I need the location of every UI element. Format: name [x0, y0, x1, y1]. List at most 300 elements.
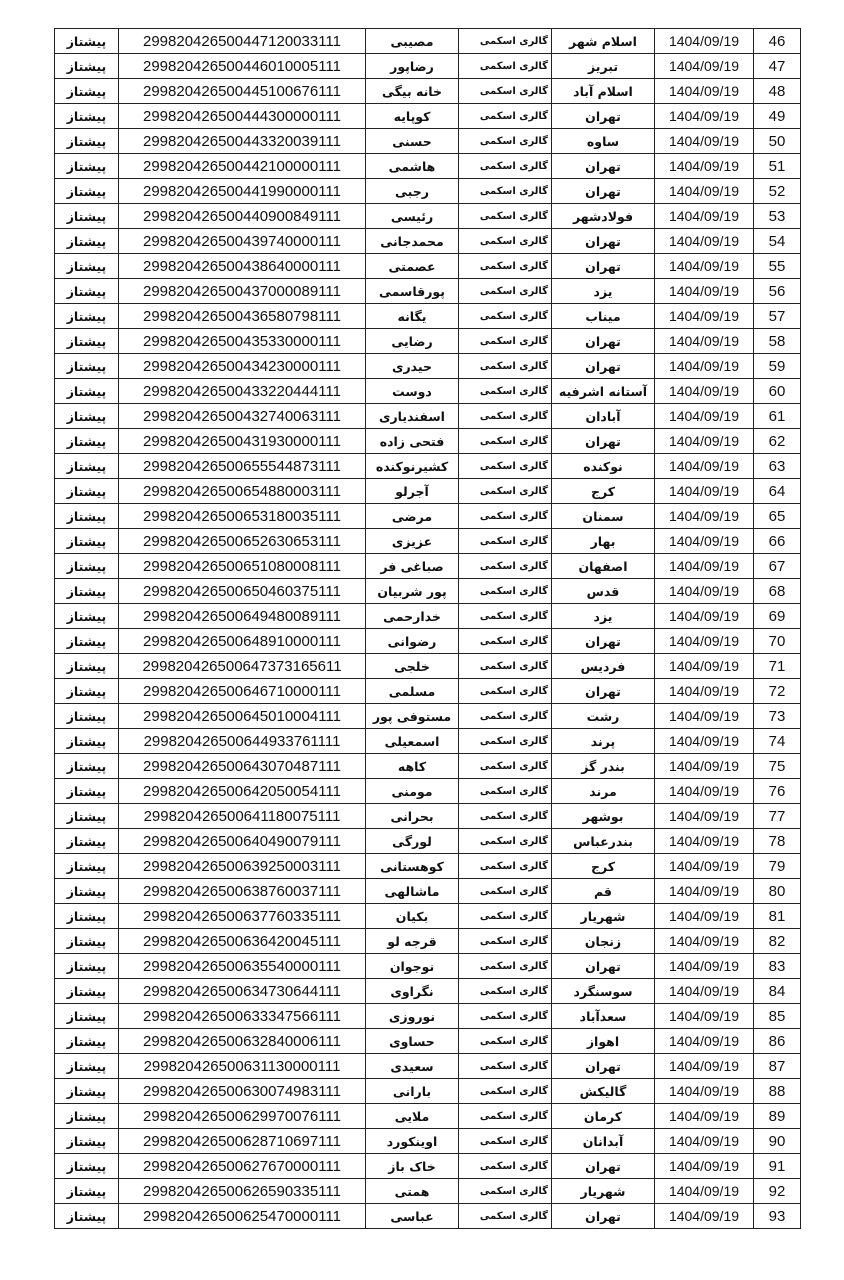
date-cell: 1404/09/19 — [655, 604, 754, 629]
row-number-cell: 73 — [754, 704, 801, 729]
shipping-type-cell: پیشتاز — [55, 454, 119, 479]
city-cell: تهران — [552, 179, 655, 204]
tracking-number-cell: 299820426500648910000111 — [119, 629, 366, 654]
shipping-type-cell: پیشتاز — [55, 579, 119, 604]
row-number-cell: 67 — [754, 554, 801, 579]
shipping-type-cell: پیشتاز — [55, 1029, 119, 1054]
row-number-cell: 71 — [754, 654, 801, 679]
shipping-type-cell: پیشتاز — [55, 329, 119, 354]
city-cell: یزد — [552, 604, 655, 629]
city-cell: تهران — [552, 429, 655, 454]
tracking-number-cell: 299820426500442100000111 — [119, 154, 366, 179]
table-row — [55, 929, 801, 954]
city-cell: بندر گز — [552, 754, 655, 779]
date-cell: 1404/09/19 — [655, 729, 754, 754]
recipient-name-cell: سعیدی — [366, 1054, 459, 1079]
city-cell: آستانه اشرفیه — [552, 379, 655, 404]
tracking-number-cell: 299820426500633347566111 — [119, 1004, 366, 1029]
sender-cell: گالری اسکمی — [459, 1129, 552, 1154]
shipping-type-cell: پیشتاز — [55, 154, 119, 179]
recipient-name-cell: مستوفی پور — [366, 704, 459, 729]
tracking-number-cell: 299820426500636420045111 — [119, 929, 366, 954]
shipping-type-cell: پیشتاز — [55, 829, 119, 854]
city-cell: سعدآباد — [552, 1004, 655, 1029]
row-number-cell: 60 — [754, 379, 801, 404]
shipping-type-cell: پیشتاز — [55, 1054, 119, 1079]
city-cell: سمنان — [552, 504, 655, 529]
table-row — [55, 754, 801, 779]
sender-cell: گالری اسکمی — [459, 1079, 552, 1104]
shipping-type-cell: پیشتاز — [55, 554, 119, 579]
table-row — [55, 329, 801, 354]
city-cell: پرند — [552, 729, 655, 754]
sender-cell: گالری اسکمی — [459, 879, 552, 904]
date-cell: 1404/09/19 — [655, 854, 754, 879]
city-cell: کرمان — [552, 1104, 655, 1129]
shipping-type-cell: پیشتاز — [55, 804, 119, 829]
tracking-number-cell: 299820426500649480089111 — [119, 604, 366, 629]
table-row — [55, 1204, 801, 1229]
date-cell: 1404/09/19 — [655, 779, 754, 804]
table-row — [55, 729, 801, 754]
sender-cell: گالری اسکمی — [459, 1054, 552, 1079]
recipient-name-cell: نگراوی — [366, 979, 459, 1004]
shipping-type-cell: پیشتاز — [55, 629, 119, 654]
recipient-name-cell: پورقاسمی — [366, 279, 459, 304]
row-number-cell: 66 — [754, 529, 801, 554]
recipient-name-cell: مرضی — [366, 504, 459, 529]
tracking-number-cell: 299820426500655544873111 — [119, 454, 366, 479]
city-cell: گالیکش — [552, 1079, 655, 1104]
table-row — [55, 54, 801, 79]
date-cell: 1404/09/19 — [655, 254, 754, 279]
sender-cell: گالری اسکمی — [459, 554, 552, 579]
shipping-type-cell: پیشتاز — [55, 1129, 119, 1154]
row-number-cell: 64 — [754, 479, 801, 504]
tracking-number-cell: 299820426500635540000111 — [119, 954, 366, 979]
sender-cell: گالری اسکمی — [459, 404, 552, 429]
city-cell: اسلام شهر — [552, 29, 655, 54]
date-cell: 1404/09/19 — [655, 879, 754, 904]
date-cell: 1404/09/19 — [655, 954, 754, 979]
city-cell: تهران — [552, 954, 655, 979]
recipient-name-cell: کشیرنوکنده — [366, 454, 459, 479]
date-cell: 1404/09/19 — [655, 679, 754, 704]
recipient-name-cell: حیدری — [366, 354, 459, 379]
date-cell: 1404/09/19 — [655, 179, 754, 204]
shipping-type-cell: پیشتاز — [55, 754, 119, 779]
sender-cell: گالری اسکمی — [459, 604, 552, 629]
city-cell: نوکنده — [552, 454, 655, 479]
shipping-type-cell: پیشتاز — [55, 1179, 119, 1204]
recipient-name-cell: همتی — [366, 1179, 459, 1204]
city-cell: تبریز — [552, 54, 655, 79]
shipping-type-cell: پیشتاز — [55, 979, 119, 1004]
recipient-name-cell: حسنی — [366, 129, 459, 154]
tracking-number-cell: 299820426500432740063111 — [119, 404, 366, 429]
recipient-name-cell: مومنی — [366, 779, 459, 804]
date-cell: 1404/09/19 — [655, 454, 754, 479]
table-row — [55, 554, 801, 579]
recipient-name-cell: مصیبی — [366, 29, 459, 54]
row-number-cell: 89 — [754, 1104, 801, 1129]
tracking-number-cell: 299820426500445100676111 — [119, 79, 366, 104]
city-cell: بندرعباس — [552, 829, 655, 854]
table-row — [55, 479, 801, 504]
date-cell: 1404/09/19 — [655, 429, 754, 454]
sender-cell: گالری اسکمی — [459, 454, 552, 479]
table-row — [55, 279, 801, 304]
sender-cell: گالری اسکمی — [459, 154, 552, 179]
date-cell: 1404/09/19 — [655, 929, 754, 954]
tracking-number-cell: 299820426500434230000111 — [119, 354, 366, 379]
city-cell: تهران — [552, 1154, 655, 1179]
date-cell: 1404/09/19 — [655, 129, 754, 154]
date-cell: 1404/09/19 — [655, 629, 754, 654]
recipient-name-cell: خلجی — [366, 654, 459, 679]
date-cell: 1404/09/19 — [655, 654, 754, 679]
row-number-cell: 87 — [754, 1054, 801, 1079]
shipping-type-cell: پیشتاز — [55, 79, 119, 104]
recipient-name-cell: خدارحمی — [366, 604, 459, 629]
shipping-type-cell: پیشتاز — [55, 929, 119, 954]
table-row — [55, 404, 801, 429]
sender-cell: گالری اسکمی — [459, 179, 552, 204]
shipment-table — [54, 28, 801, 1229]
row-number-cell: 53 — [754, 204, 801, 229]
shipping-type-cell: پیشتاز — [55, 954, 119, 979]
tracking-number-cell: 299820426500446010005111 — [119, 54, 366, 79]
date-cell: 1404/09/19 — [655, 329, 754, 354]
shipping-type-cell: پیشتاز — [55, 404, 119, 429]
sender-cell: گالری اسکمی — [459, 279, 552, 304]
sender-cell: گالری اسکمی — [459, 679, 552, 704]
sender-cell: گالری اسکمی — [459, 929, 552, 954]
tracking-number-cell: 299820426500642050054111 — [119, 779, 366, 804]
tracking-number-cell: 299820426500627670000111 — [119, 1154, 366, 1179]
table-row — [55, 704, 801, 729]
sender-cell: گالری اسکمی — [459, 1204, 552, 1229]
table-row — [55, 204, 801, 229]
city-cell: فولادشهر — [552, 204, 655, 229]
row-number-cell: 69 — [754, 604, 801, 629]
tracking-number-cell: 299820426500637760335111 — [119, 904, 366, 929]
city-cell: زنجان — [552, 929, 655, 954]
city-cell: فردیس — [552, 654, 655, 679]
date-cell: 1404/09/19 — [655, 79, 754, 104]
date-cell: 1404/09/19 — [655, 829, 754, 854]
row-number-cell: 78 — [754, 829, 801, 854]
tracking-number-cell: 299820426500634730644111 — [119, 979, 366, 1004]
tracking-number-cell: 299820426500631130000111 — [119, 1054, 366, 1079]
table-row — [55, 679, 801, 704]
sender-cell: گالری اسکمی — [459, 504, 552, 529]
city-cell: کرج — [552, 854, 655, 879]
row-number-cell: 82 — [754, 929, 801, 954]
sender-cell: گالری اسکمی — [459, 354, 552, 379]
recipient-name-cell: هاشمی — [366, 154, 459, 179]
date-cell: 1404/09/19 — [655, 279, 754, 304]
date-cell: 1404/09/19 — [655, 1204, 754, 1229]
tracking-number-cell: 299820426500632840006111 — [119, 1029, 366, 1054]
recipient-name-cell: لورگی — [366, 829, 459, 854]
city-cell: یزد — [552, 279, 655, 304]
tracking-number-cell: 299820426500436580798111 — [119, 304, 366, 329]
sender-cell: گالری اسکمی — [459, 829, 552, 854]
sender-cell: گالری اسکمی — [459, 1029, 552, 1054]
shipping-type-cell: پیشتاز — [55, 279, 119, 304]
tracking-number-cell: 299820426500641180075111 — [119, 804, 366, 829]
sender-cell: گالری اسکمی — [459, 104, 552, 129]
tracking-number-cell: 299820426500431930000111 — [119, 429, 366, 454]
tracking-number-cell: 299820426500653180035111 — [119, 504, 366, 529]
shipping-type-cell: پیشتاز — [55, 879, 119, 904]
recipient-name-cell: خاک باز — [366, 1154, 459, 1179]
city-cell: تهران — [552, 229, 655, 254]
sender-cell: گالری اسکمی — [459, 79, 552, 104]
shipping-type-cell: پیشتاز — [55, 1079, 119, 1104]
sender-cell: گالری اسکمی — [459, 854, 552, 879]
tracking-number-cell: 299820426500447120033111 — [119, 29, 366, 54]
table-row — [55, 979, 801, 1004]
shipping-type-cell: پیشتاز — [55, 779, 119, 804]
date-cell: 1404/09/19 — [655, 104, 754, 129]
tracking-number-cell: 299820426500438640000111 — [119, 254, 366, 279]
recipient-name-cell: اسمعیلی — [366, 729, 459, 754]
date-cell: 1404/09/19 — [655, 354, 754, 379]
sender-cell: گالری اسکمی — [459, 954, 552, 979]
shipping-type-cell: پیشتاز — [55, 679, 119, 704]
shipment-table-body — [55, 29, 801, 1229]
table-row — [55, 1154, 801, 1179]
recipient-name-cell: یگانه — [366, 304, 459, 329]
city-cell: اصفهان — [552, 554, 655, 579]
tracking-number-cell: 299820426500645010004111 — [119, 704, 366, 729]
row-number-cell: 54 — [754, 229, 801, 254]
date-cell: 1404/09/19 — [655, 154, 754, 179]
city-cell: شهریار — [552, 904, 655, 929]
shipping-type-cell: پیشتاز — [55, 604, 119, 629]
tracking-number-cell: 299820426500437000089111 — [119, 279, 366, 304]
row-number-cell: 91 — [754, 1154, 801, 1179]
table-row — [55, 904, 801, 929]
tracking-number-cell: 299820426500625470000111 — [119, 1204, 366, 1229]
tracking-number-cell: 299820426500654880003111 — [119, 479, 366, 504]
recipient-name-cell: فتحی زاده — [366, 429, 459, 454]
recipient-name-cell: صباغی فر — [366, 554, 459, 579]
recipient-name-cell: مسلمی — [366, 679, 459, 704]
date-cell: 1404/09/19 — [655, 29, 754, 54]
row-number-cell: 81 — [754, 904, 801, 929]
tracking-number-cell: 299820426500650460375111 — [119, 579, 366, 604]
shipping-type-cell: پیشتاز — [55, 429, 119, 454]
date-cell: 1404/09/19 — [655, 379, 754, 404]
table-row — [55, 229, 801, 254]
date-cell: 1404/09/19 — [655, 204, 754, 229]
shipping-type-cell: پیشتاز — [55, 29, 119, 54]
sender-cell: گالری اسکمی — [459, 904, 552, 929]
row-number-cell: 49 — [754, 104, 801, 129]
shipping-type-cell: پیشتاز — [55, 529, 119, 554]
row-number-cell: 65 — [754, 504, 801, 529]
city-cell: تهران — [552, 104, 655, 129]
recipient-name-cell: کاهه — [366, 754, 459, 779]
date-cell: 1404/09/19 — [655, 1029, 754, 1054]
recipient-name-cell: رئیسی — [366, 204, 459, 229]
table-row — [55, 129, 801, 154]
row-number-cell: 62 — [754, 429, 801, 454]
table-row — [55, 254, 801, 279]
shipping-type-cell: پیشتاز — [55, 704, 119, 729]
table-row — [55, 1004, 801, 1029]
recipient-name-cell: عزیزی — [366, 529, 459, 554]
sender-cell: گالری اسکمی — [459, 29, 552, 54]
recipient-name-cell: دوست — [366, 379, 459, 404]
row-number-cell: 80 — [754, 879, 801, 904]
recipient-name-cell: رضایی — [366, 329, 459, 354]
table-row — [55, 1079, 801, 1104]
row-number-cell: 86 — [754, 1029, 801, 1054]
sender-cell: گالری اسکمی — [459, 304, 552, 329]
sender-cell: گالری اسکمی — [459, 979, 552, 1004]
shipping-type-cell: پیشتاز — [55, 229, 119, 254]
recipient-name-cell: قرجه لو — [366, 929, 459, 954]
row-number-cell: 85 — [754, 1004, 801, 1029]
recipient-name-cell: حساوی — [366, 1029, 459, 1054]
row-number-cell: 72 — [754, 679, 801, 704]
table-row — [55, 1104, 801, 1129]
shipping-type-cell: پیشتاز — [55, 129, 119, 154]
recipient-name-cell: ملایی — [366, 1104, 459, 1129]
recipient-name-cell: بارانی — [366, 1079, 459, 1104]
row-number-cell: 46 — [754, 29, 801, 54]
tracking-number-cell: 299820426500647373165611 — [119, 654, 366, 679]
row-number-cell: 88 — [754, 1079, 801, 1104]
sender-cell: گالری اسکمی — [459, 254, 552, 279]
recipient-name-cell: کوهستانی — [366, 854, 459, 879]
city-cell: بهار — [552, 529, 655, 554]
city-cell: تهران — [552, 354, 655, 379]
sender-cell: گالری اسکمی — [459, 1179, 552, 1204]
recipient-name-cell: عصمتی — [366, 254, 459, 279]
table-row — [55, 1029, 801, 1054]
city-cell: اهواز — [552, 1029, 655, 1054]
row-number-cell: 55 — [754, 254, 801, 279]
city-cell: تهران — [552, 1204, 655, 1229]
table-row — [55, 104, 801, 129]
city-cell: سوسنگرد — [552, 979, 655, 1004]
table-row — [55, 829, 801, 854]
table-row — [55, 954, 801, 979]
shipping-type-cell: پیشتاز — [55, 904, 119, 929]
table-row — [55, 579, 801, 604]
tracking-number-cell: 299820426500626590335111 — [119, 1179, 366, 1204]
table-row — [55, 804, 801, 829]
date-cell: 1404/09/19 — [655, 304, 754, 329]
date-cell: 1404/09/19 — [655, 554, 754, 579]
tracking-number-cell: 299820426500652630653111 — [119, 529, 366, 554]
sender-cell: گالری اسکمی — [459, 579, 552, 604]
tracking-number-cell: 299820426500444300000111 — [119, 104, 366, 129]
tracking-number-cell: 299820426500628710697111 — [119, 1129, 366, 1154]
city-cell: تهران — [552, 154, 655, 179]
table-row — [55, 604, 801, 629]
date-cell: 1404/09/19 — [655, 1129, 754, 1154]
row-number-cell: 70 — [754, 629, 801, 654]
city-cell: قدس — [552, 579, 655, 604]
recipient-name-cell: اوینکورد — [366, 1129, 459, 1154]
sender-cell: گالری اسکمی — [459, 1104, 552, 1129]
table-row — [55, 379, 801, 404]
row-number-cell: 77 — [754, 804, 801, 829]
sender-cell: گالری اسکمی — [459, 1004, 552, 1029]
tracking-number-cell: 299820426500441990000111 — [119, 179, 366, 204]
table-row — [55, 779, 801, 804]
tracking-number-cell: 299820426500433220444111 — [119, 379, 366, 404]
table-row — [55, 1129, 801, 1154]
recipient-name-cell: ماشالهی — [366, 879, 459, 904]
shipping-type-cell: پیشتاز — [55, 379, 119, 404]
date-cell: 1404/09/19 — [655, 904, 754, 929]
recipient-name-cell: عباسی — [366, 1204, 459, 1229]
recipient-name-cell: رضاپور — [366, 54, 459, 79]
tracking-number-cell: 299820426500435330000111 — [119, 329, 366, 354]
sender-cell: گالری اسکمی — [459, 729, 552, 754]
sender-cell: گالری اسکمی — [459, 629, 552, 654]
date-cell: 1404/09/19 — [655, 504, 754, 529]
tracking-number-cell: 299820426500644933761111 — [119, 729, 366, 754]
city-cell: مرند — [552, 779, 655, 804]
tracking-number-cell: 299820426500643070487111 — [119, 754, 366, 779]
date-cell: 1404/09/19 — [655, 1004, 754, 1029]
sender-cell: گالری اسکمی — [459, 429, 552, 454]
table-row — [55, 629, 801, 654]
city-cell: اسلام آباد — [552, 79, 655, 104]
row-number-cell: 90 — [754, 1129, 801, 1154]
city-cell: میناب — [552, 304, 655, 329]
tracking-number-cell: 299820426500440900849111 — [119, 204, 366, 229]
recipient-name-cell: پور شربیان — [366, 579, 459, 604]
date-cell: 1404/09/19 — [655, 1179, 754, 1204]
sender-cell: گالری اسکمی — [459, 229, 552, 254]
recipient-name-cell: بکیان — [366, 904, 459, 929]
sender-cell: گالری اسکمی — [459, 529, 552, 554]
table-row — [55, 654, 801, 679]
sender-cell: گالری اسکمی — [459, 54, 552, 79]
sender-cell: گالری اسکمی — [459, 704, 552, 729]
recipient-name-cell: محمدجانی — [366, 229, 459, 254]
table-row — [55, 179, 801, 204]
date-cell: 1404/09/19 — [655, 479, 754, 504]
date-cell: 1404/09/19 — [655, 404, 754, 429]
city-cell: تهران — [552, 329, 655, 354]
sender-cell: گالری اسکمی — [459, 204, 552, 229]
recipient-name-cell: نوروزی — [366, 1004, 459, 1029]
row-number-cell: 61 — [754, 404, 801, 429]
city-cell: تهران — [552, 254, 655, 279]
recipient-name-cell: آجرلو — [366, 479, 459, 504]
table-row — [55, 429, 801, 454]
sender-cell: گالری اسکمی — [459, 129, 552, 154]
row-number-cell: 84 — [754, 979, 801, 1004]
date-cell: 1404/09/19 — [655, 579, 754, 604]
shipping-type-cell: پیشتاز — [55, 1004, 119, 1029]
recipient-name-cell: رضوانی — [366, 629, 459, 654]
recipient-name-cell: رجبی — [366, 179, 459, 204]
sender-cell: گالری اسکمی — [459, 654, 552, 679]
city-cell: رشت — [552, 704, 655, 729]
city-cell: شهریار — [552, 1179, 655, 1204]
